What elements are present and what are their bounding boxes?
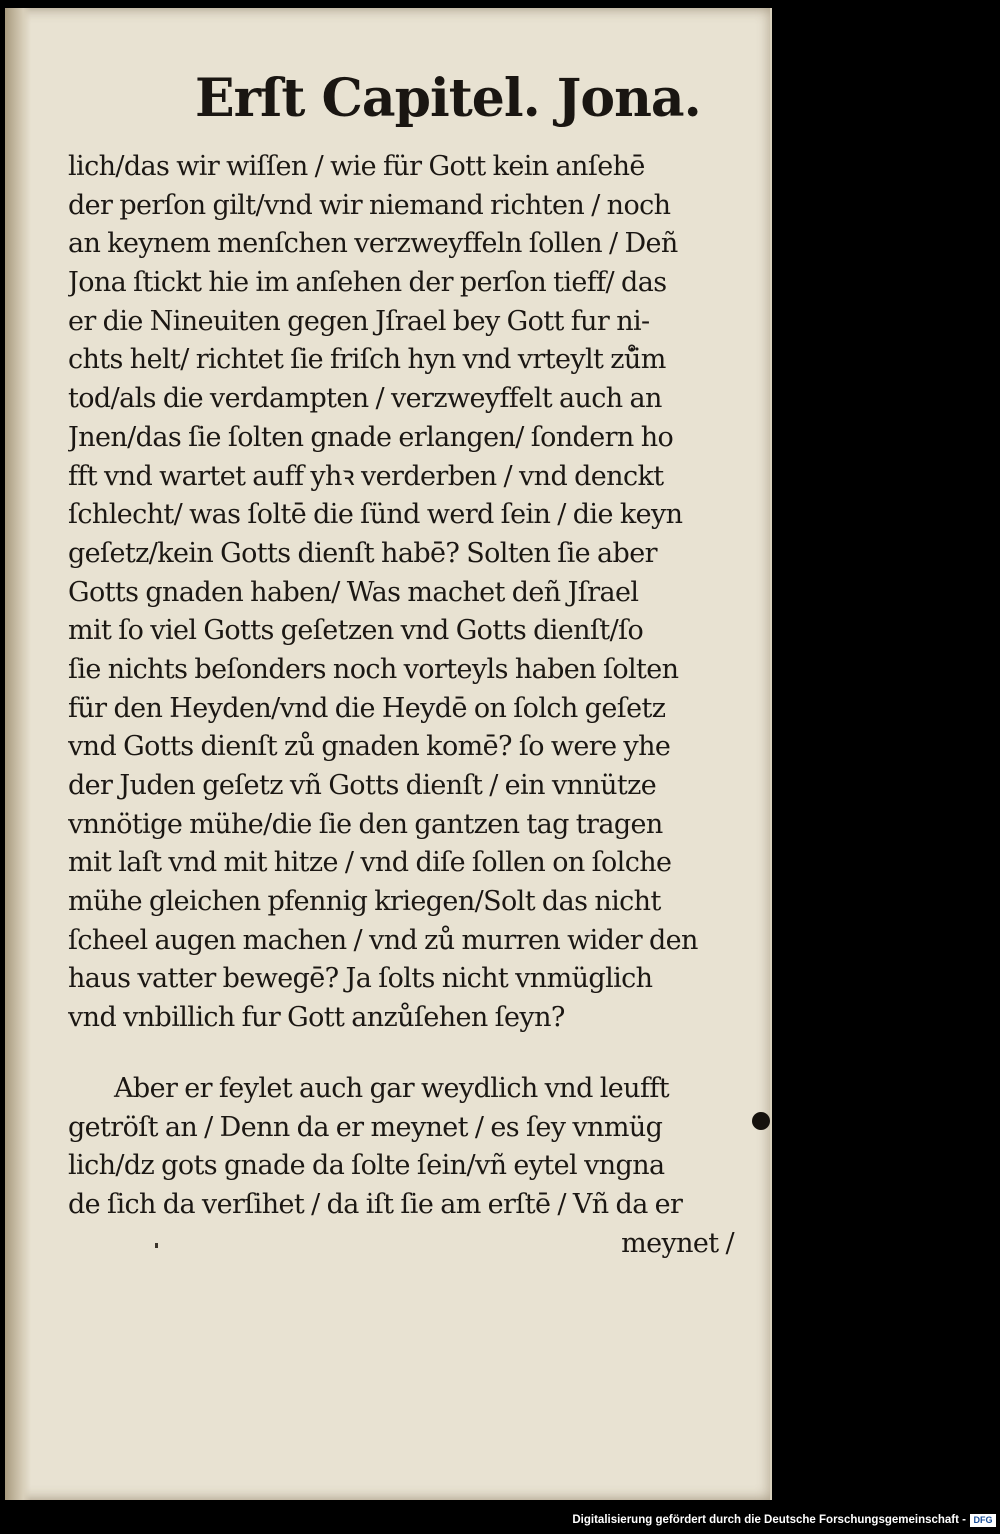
text-line: Aber er feylet auch gar weydlich vnd leufft <box>114 1072 669 1104</box>
text-line: ſcheel augen machen / vnd zů murren wider den <box>68 924 698 956</box>
text-line: geſetz/kein Gotts dienſt habē? Solten ſie aber <box>68 537 657 569</box>
text-line: tod/als die verdampten / verzweyffelt auch an <box>68 383 662 415</box>
text-line: für den Heyden/vnd die Heydē on ſolch geſetz <box>68 692 666 724</box>
running-head: Erſt Capitel. Jona. <box>195 68 701 129</box>
text-line: lich/das wir wiſſen / wie für Gott kein anſehē <box>68 151 645 182</box>
text-line: Jona ſtickt hie im anſehen der perſon tieff/ das <box>68 267 667 299</box>
text-line: vnd vnbillich fur Gott anzůſehen ſeyn? <box>68 1002 565 1034</box>
paragraph-gap <box>68 1038 748 1070</box>
text-line: Jnen/das ſie ſolten gnade erlangen/ ſondern ho <box>68 421 674 453</box>
text-line: ſchlecht/ was ſoltē die ſünd werd ſein / die keyn <box>68 499 683 531</box>
text-line: der Juden geſetz vñ Gotts dienſt / ein vnnütze <box>68 770 657 801</box>
page-body-text <box>68 148 748 1263</box>
text-line: er die Nineuiten gegen Jſrael bey Gott fur ni- <box>68 305 650 337</box>
text-line: der perſon gilt/vnd wir niemand richten / noch <box>68 189 671 221</box>
text-line: an keynem menſchen verzweyffeln ſollen / Deñ <box>68 228 678 260</box>
text-line: getröſt an / Denn da er meynet / es ſey vnmüg <box>68 1111 663 1143</box>
text-line: fft vnd wartet auff yhꝛ verderben / vnd denckt <box>68 460 664 492</box>
text-line: Gotts gnaden haben/ Was machet deñ Jſrael <box>68 576 639 608</box>
text-line: de ſich da verſihet / da iſt ſie am erſtē / Vñ da er <box>68 1188 683 1220</box>
catchword: meynet / <box>621 1227 734 1259</box>
paper-speck <box>155 1243 158 1248</box>
marginal-dot-mark <box>752 1112 770 1130</box>
text-line: vnd Gotts dienſt zů gnaden komē? ſo were yhe <box>68 731 671 763</box>
text-line: vnnötige mühe/die ſie den gantzen tag tragen <box>68 808 663 840</box>
text-line: mit ſo viel Gotts geſetzen vnd Gotts dienſt/ſo <box>68 615 644 647</box>
text-line: mit laſt vnd mit hitze / vnd diſe ſollen on ſolche <box>68 847 672 879</box>
text-line: ſie nichts beſonders noch vorteyls haben ſolten <box>68 653 679 685</box>
text-line: lich/dz gots gnade da ſolte ſein/vñ eytel vngna <box>68 1150 665 1182</box>
digitization-credit: Digitalisierung gefördert durch die Deutsche Forschungsgemeinschaft - <box>572 1514 966 1526</box>
text-line: mühe gleichen pfennig kriegen/Solt das nicht <box>68 886 661 918</box>
text-line: haus vatter bewegē? Ja ſolts nicht vnmüglich <box>68 963 653 995</box>
page-binding-shadow <box>5 8 31 1500</box>
dfg-logo: DFG <box>970 1514 996 1527</box>
text-line: chts helt/ richtet ſie friſch hyn vnd vrteylt zů̈m <box>68 344 666 376</box>
